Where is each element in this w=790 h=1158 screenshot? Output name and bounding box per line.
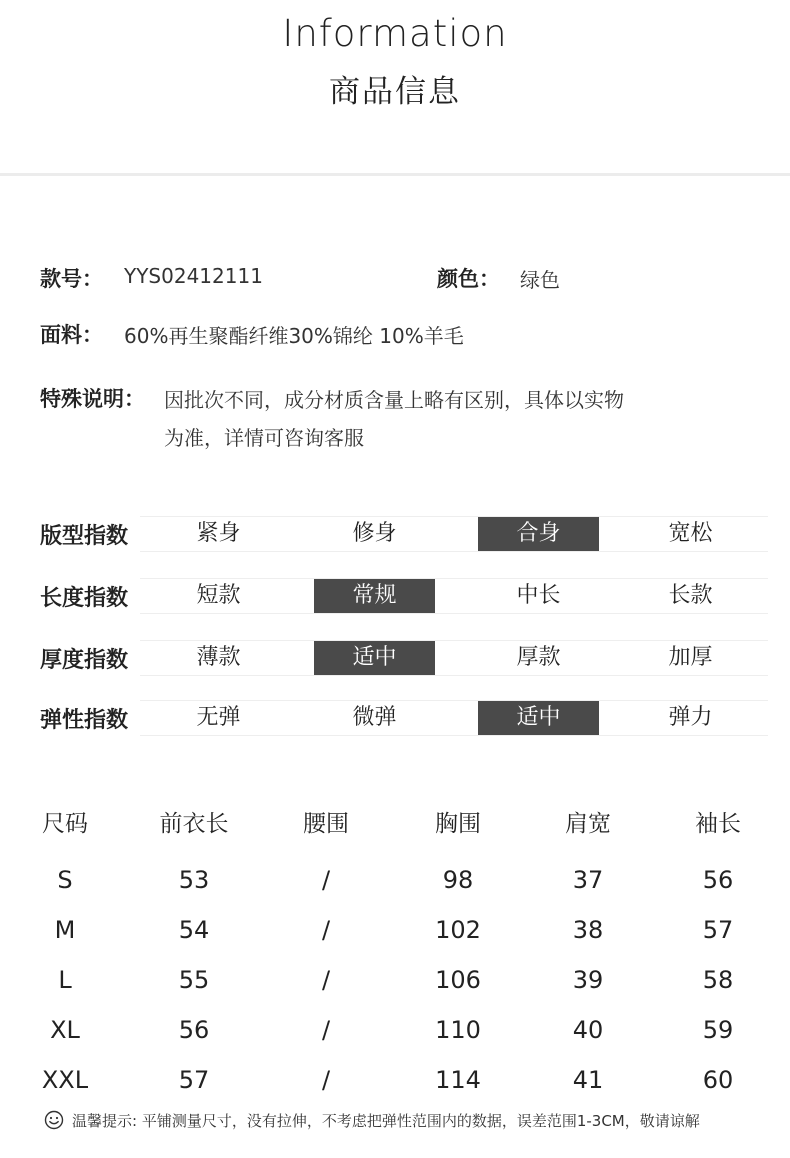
size-table-cell: 40 [572, 1016, 604, 1044]
page-title-cn: 商品信息 [329, 74, 461, 110]
special-note-label: 特殊说明： [40, 387, 145, 411]
size-table-cell: 39 [572, 966, 604, 994]
size-table-cell: 106 [435, 966, 481, 994]
index-option: 微弹 [352, 705, 397, 730]
size-label-cell: L [58, 966, 72, 994]
page-title-en: Information [282, 12, 508, 55]
size-table-cell: 41 [572, 1066, 604, 1094]
size-table-header: 尺码 [42, 811, 88, 837]
size-table-cell: 54 [178, 916, 210, 944]
index-row-label: 长度指数 [40, 586, 129, 611]
index-option: 长款 [668, 583, 713, 608]
index-option: 无弹 [196, 705, 241, 730]
size-table-cell: 60 [702, 1066, 734, 1094]
size-table-cell: / [321, 966, 331, 994]
special-note-line1: 因批次不同，成分材质含量上略有区别，具体以实物 [164, 388, 624, 412]
size-label-cell: S [57, 866, 73, 894]
index-option: 紧身 [196, 521, 241, 546]
index-row-label: 版型指数 [40, 524, 129, 549]
fabric-label: 面料： [40, 323, 103, 347]
size-table-cell: 53 [178, 866, 210, 894]
size-table-header: 肩宽 [565, 811, 611, 837]
index-row-label: 弹性指数 [40, 708, 129, 733]
size-table-cell: 56 [702, 866, 734, 894]
size-table-cell: 56 [178, 1016, 210, 1044]
size-table-cell: 102 [435, 916, 481, 944]
size-table-cell: 55 [178, 966, 210, 994]
size-table-cell: 57 [178, 1066, 210, 1094]
size-table-cell: 58 [702, 966, 734, 994]
size-label-cell: XXL [41, 1066, 89, 1094]
index-option-selected: 适中 [314, 641, 435, 675]
size-table-cell: / [321, 916, 331, 944]
style-no-value: YYS02412111 [124, 264, 263, 288]
header-divider [0, 173, 790, 176]
size-table-cell: 98 [442, 866, 474, 894]
index-option-selected: 合身 [478, 517, 599, 551]
index-option: 修身 [352, 521, 397, 546]
size-table-cell: 114 [435, 1066, 481, 1094]
size-table-cell: / [321, 866, 331, 894]
size-table-cell: 37 [572, 866, 604, 894]
size-table-header: 前衣长 [159, 811, 229, 837]
index-option: 宽松 [668, 521, 713, 546]
index-option: 中长 [516, 583, 561, 608]
color-label: 颜色： [437, 267, 500, 291]
style-no-label: 款号： [40, 267, 103, 291]
size-table-cell: 59 [702, 1016, 734, 1044]
size-table-header: 胸围 [435, 811, 481, 837]
size-label-cell: M [54, 916, 76, 944]
size-table-header: 腰围 [303, 811, 349, 837]
special-note-line2: 为准，详情可咨询客服 [164, 426, 364, 450]
index-option: 弹力 [668, 705, 713, 730]
smiley-icon [44, 1110, 64, 1130]
size-table-cell: 38 [572, 916, 604, 944]
index-option: 薄款 [196, 645, 241, 670]
fabric-value: 60%再生聚酯纤维30%锦纶 10%羊毛 [124, 324, 464, 348]
footer-note: 温馨提示: 平铺测量尺寸，没有拉伸，不考虑把弹性范围内的数据，误差范围1-3CM，敬请谅解 [72, 1112, 700, 1130]
index-option: 短款 [196, 583, 241, 608]
index-option-selected: 适中 [478, 701, 599, 735]
size-label-cell: XL [50, 1016, 80, 1044]
index-option-selected: 常规 [314, 579, 435, 613]
index-option: 厚款 [516, 645, 561, 670]
color-value: 绿色 [520, 268, 560, 292]
size-table-cell: 110 [435, 1016, 481, 1044]
size-table-cell: / [321, 1066, 331, 1094]
size-table-cell: 57 [702, 916, 734, 944]
index-row-label: 厚度指数 [40, 648, 129, 673]
size-table-cell: / [321, 1016, 331, 1044]
index-option: 加厚 [668, 645, 713, 670]
size-table-header: 袖长 [695, 811, 741, 837]
